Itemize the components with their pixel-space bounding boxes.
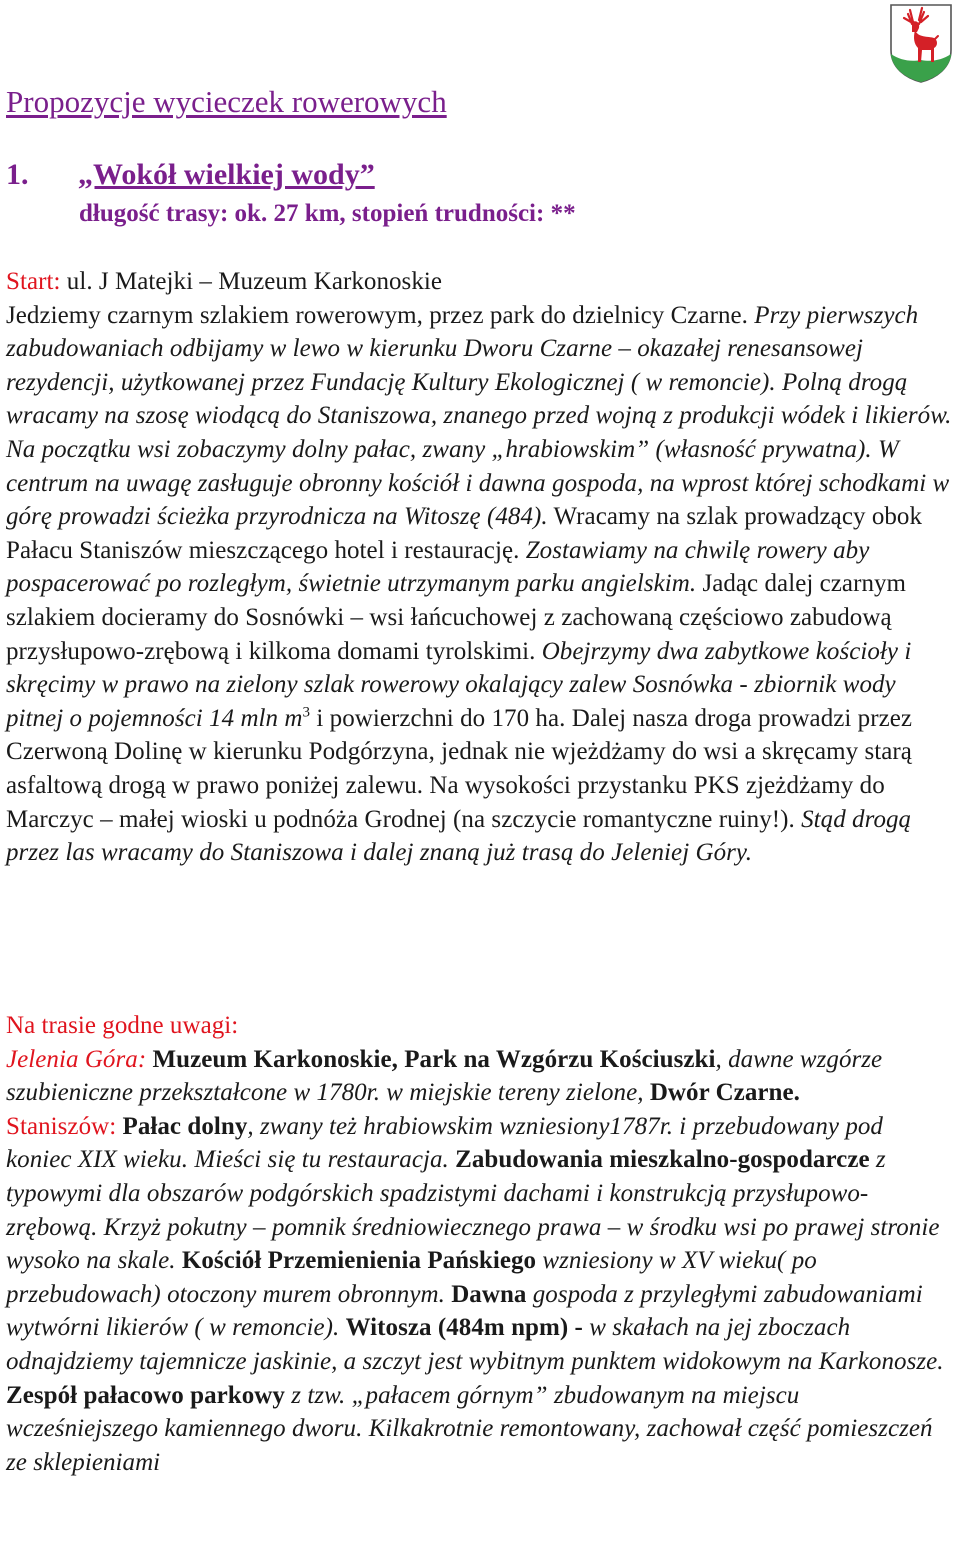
attractions-section [6, 1009, 952, 1479]
attraction-name: Zespół pałacowo parkowy [6, 1381, 285, 1409]
route-description [6, 265, 952, 870]
description-sentence: Zostawiamy na chwilę rowery aby pospacerować po rozległym, świetnie utrzymanym parku angielskim. [6, 536, 870, 598]
route-heading [6, 158, 375, 192]
place-label-staniszow: Staniszów: [6, 1112, 117, 1140]
attraction-name: Dawna [451, 1280, 527, 1308]
description-sentence: Wracamy na szlak prowadzący obok Pałacu Staniszów mieszczącego hotel i restaurację. [6, 503, 923, 564]
description-sentence: Stąd drogą przez las wracamy do Staniszowa i dalej znaną już trasą do Jeleniej Góry. [6, 805, 912, 867]
description-sentence: Obejrzymy dwa zabytkowe kościoły i skręcimy w prawo na zielony szlak rowerowy okalający zalew Sosnówka - zbiornik wody pitnej o pojemności 14 mln m [6, 637, 912, 732]
route-subtitle: długość trasy: ok. 27 km, stopień trudności: ** [79, 200, 576, 227]
place-label-jelenia-gora: Jelenia Góra: [6, 1045, 147, 1073]
description-sentence: Polną drogą wracamy na szosę wiodącą do Staniszowa, znanego przed wojną z produkcji wódek i likierów. [6, 368, 952, 430]
attraction-text: , zwany też hrabiowskim wzniesiony1787r. i przebudowany pod koniec XIX wieku. Mieści się tu restauracja. [6, 1112, 883, 1174]
description-line: Jedziemy czarnym szlakiem rowerowym, przez park do dzielnicy Czarne. [6, 301, 748, 329]
description-sentence: Na początku wsi zobaczymy dolny pałac, zwany „hrabiowskim” (własność prywatna). [6, 435, 872, 463]
description-sentence: Jadąc dalej czarnym szlakiem docieramy do Sosnówki – wsi łańcuchowej z zachowaną częściowo zabudową przysłupowo-zrębową i kilkoma domami tyrolskimi. [6, 570, 907, 665]
description-sentence: Na wysokości przystanku PKS zjeżdżamy do Marczyc – małej wioski u podnóża Grodnej (na szczycie romantyczne ruiny!). [6, 771, 885, 833]
description-sentence: i powierzchni do 170 ha. [310, 704, 566, 732]
attraction-name: Dwór Czarne. [649, 1079, 800, 1107]
attraction-text: , dawne wzgórze szubieniczne przekształcone w 1780r. w miejskie tereny zielone, [6, 1045, 883, 1107]
attraction-name: Muzeum Karkonoskie, Park na Wzgórzu Kościuszki [146, 1045, 716, 1073]
route-number: 1. [6, 158, 29, 191]
attraction-name: Zabudowania mieszkalno-gospodarcze [455, 1146, 870, 1174]
attraction-text: wzniesiony w XV wieku( po przebudowach) otoczony murem obronnym. [6, 1247, 817, 1308]
description-sentence: W centrum na uwagę zasługuje obronny kościół i dawna gospoda, na wprost której schodkami w górę prowadzi ścieżka przyrodnicza na Witoszę (484). [6, 435, 950, 531]
attraction-name: Witosza (484m npm) - [345, 1314, 583, 1342]
attractions-heading: Na trasie godne uwagi: [6, 1012, 239, 1039]
description-sentence: Dalej nasza droga prowadzi przez Czerwoną Dolinę w kierunku Podgórzyna, jednak nie wjeżdżamy do wsi a skręcamy starą asfaltową drogą w prawo poniżej zalewu. [6, 704, 913, 799]
deer-coat-of-arms-icon [888, 2, 954, 84]
page-title: Propozycje wycieczek rowerowych [6, 84, 447, 119]
description-sentence: Przy pierwszych zabudowaniach odbijamy w lewo w kierunku Dworu Czarne – okazałej renesansowej rezydencji, użytkowanej przez Fundację Kultury Ekologicznej ( w remoncie). [6, 301, 919, 396]
attraction-text: gospoda z przyległymi zabudowaniami wytwórni likierów ( w remoncie). [6, 1280, 923, 1342]
start-label: Start: [6, 268, 61, 295]
attraction-name: Pałac dolny [116, 1112, 248, 1140]
attraction-text: z typowymi dla obszarów podgórskich spadzistymi dachami i konstrukcją przysłupowo-zrębową. Krzyż pokutny – pomnik średniowiecznego prawa – w środku wsi po prawej stronie wysoko na skale. [6, 1146, 940, 1275]
attraction-text: z tzw. „pałacem górnym” zbudowanym na miejscu wcześniejszego kamiennego dworu. Kilkakrotnie remontowany, zachował część pomieszczeń ze sklepieniami [6, 1381, 933, 1476]
attraction-text: w skałach na jej zboczach odnajdziemy tajemnicze jaskinie, a szczyt jest wybitnym punktem widokowym na Karkonosze. [6, 1314, 944, 1375]
attraction-name: Kościół Przemienienia Pańskiego [181, 1247, 537, 1275]
superscript: 3 [302, 704, 311, 721]
route-name: „Wokół wielkiej wody” [78, 158, 375, 191]
start-value: ul. J Matejki – Muzeum Karkonoskie [60, 268, 443, 295]
